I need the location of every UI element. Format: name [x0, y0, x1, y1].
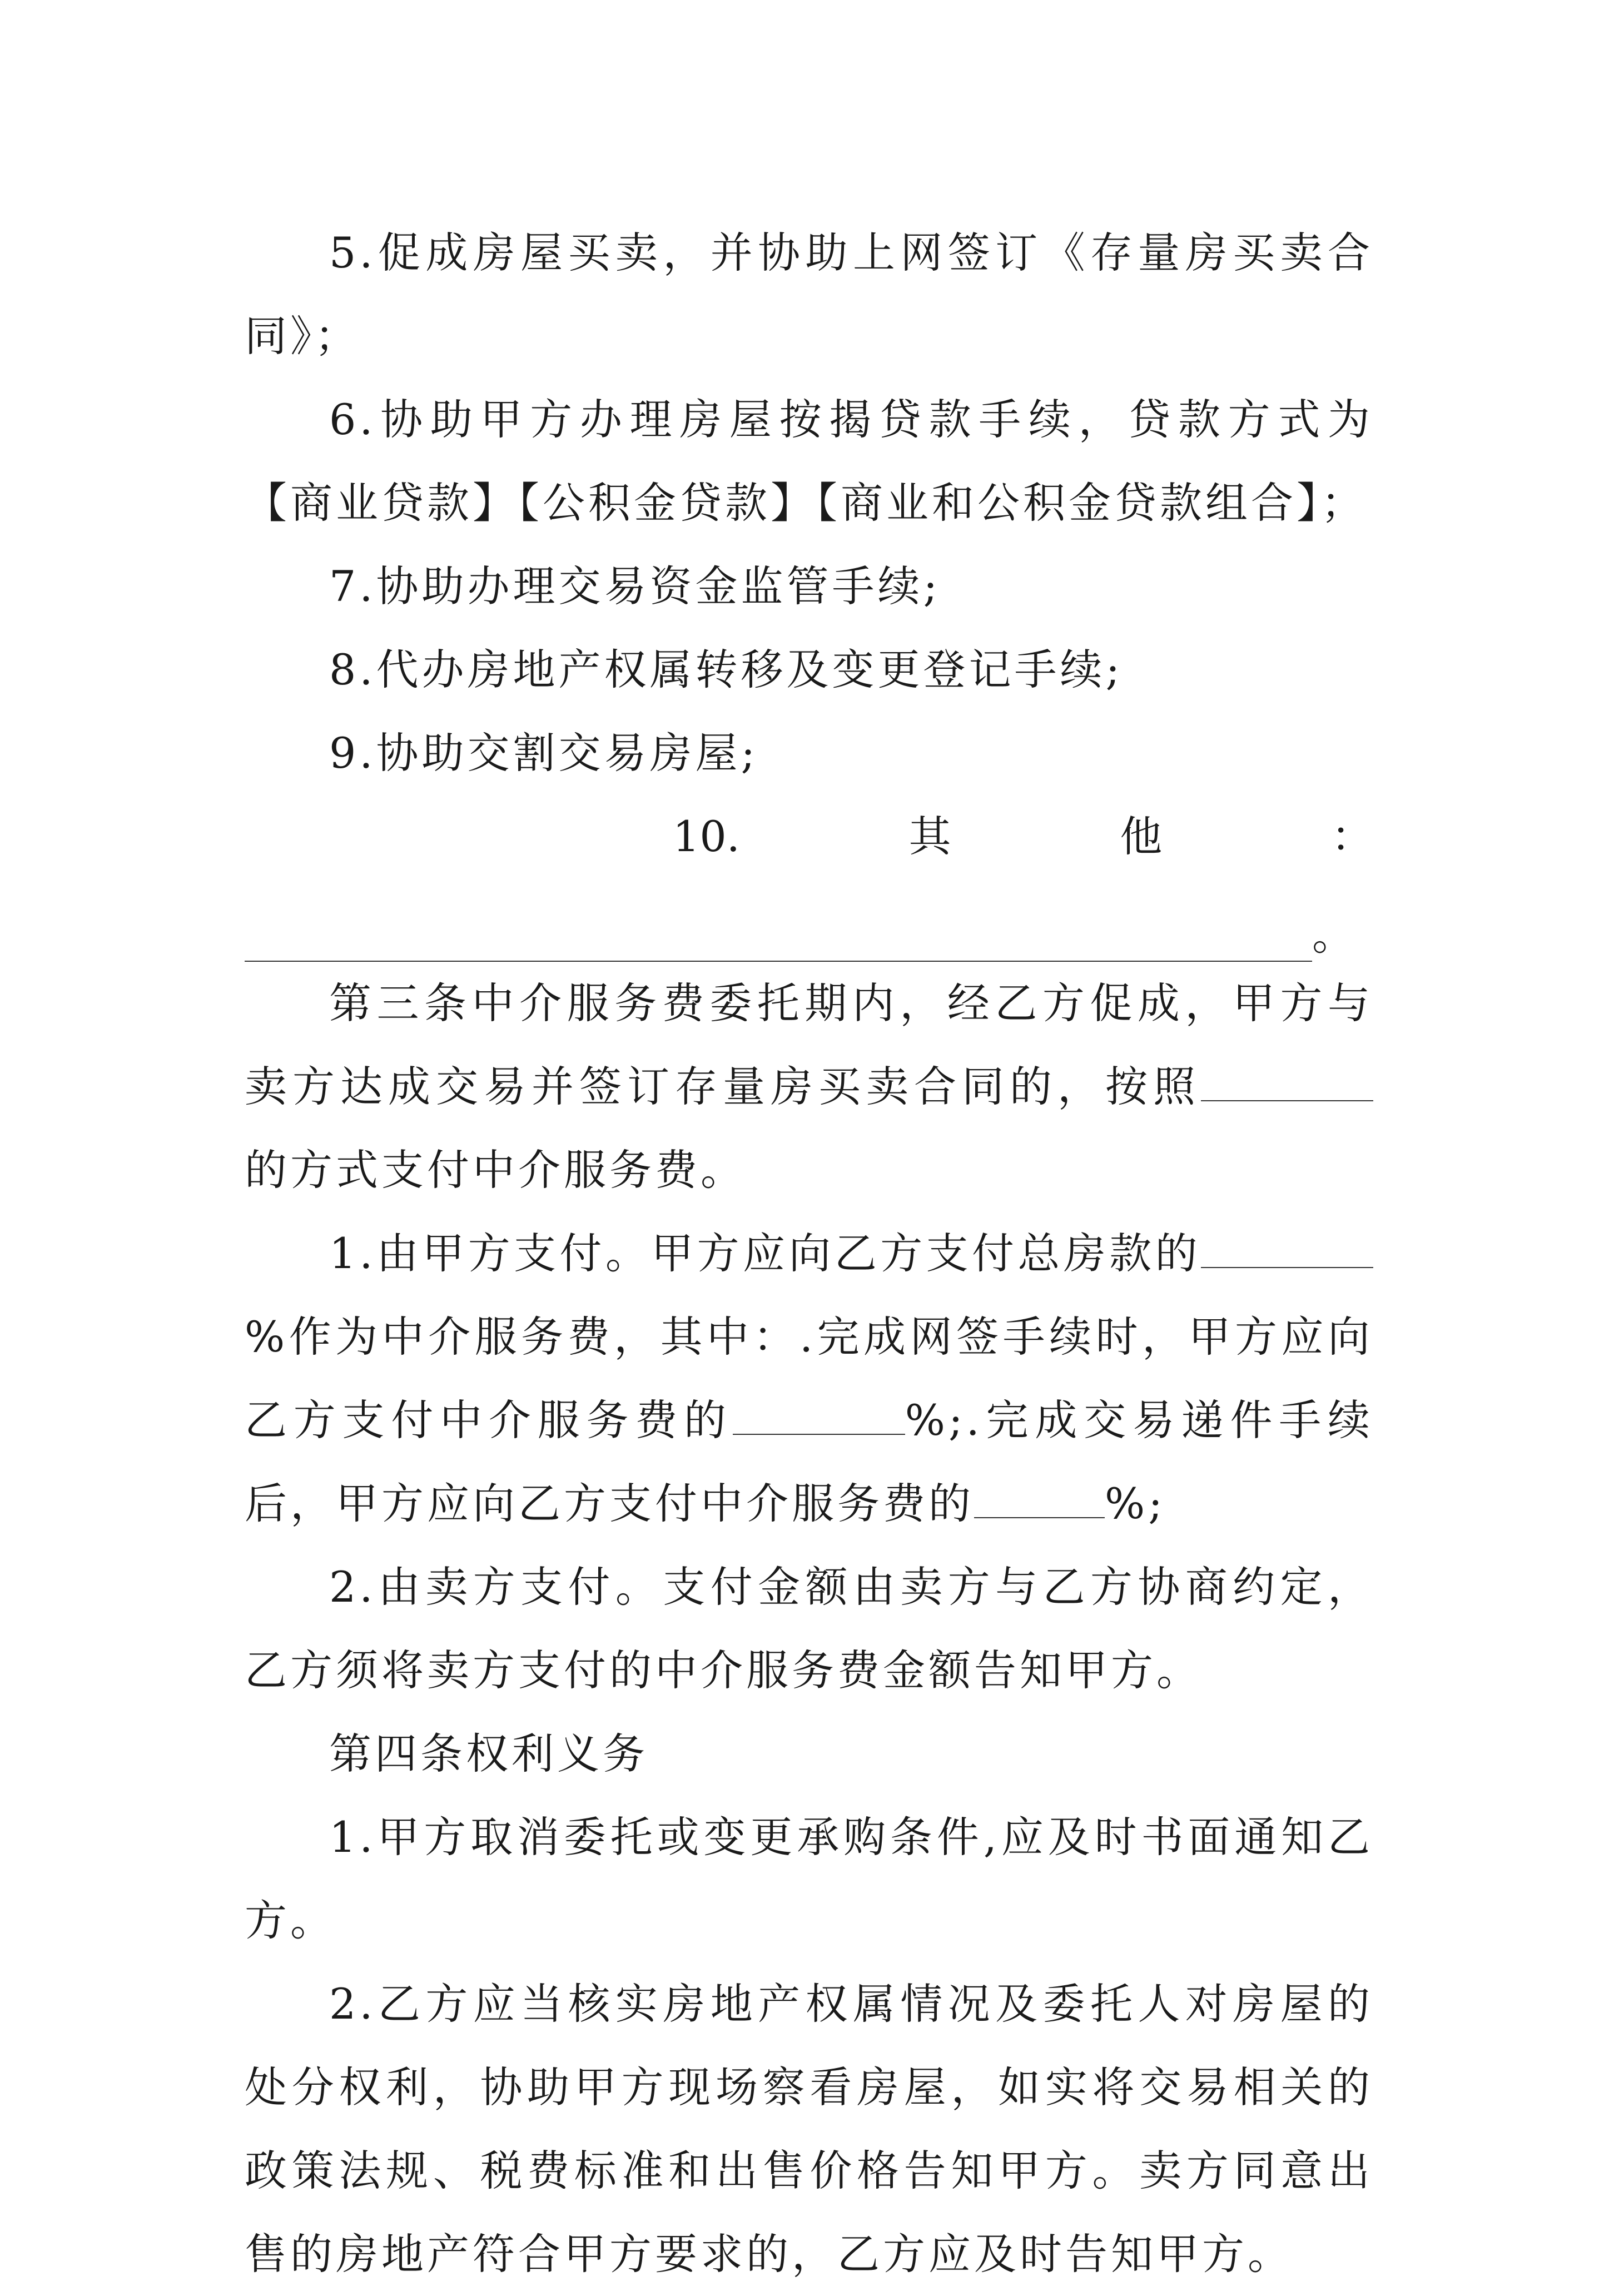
article-3-item-1-text-a: 1.由甲方支付。甲方应向乙方支付总房款的	[329, 1229, 1201, 1278]
article-3-intro-text-b: 的方式支付中介服务费。	[245, 1145, 746, 1195]
item-10-blank-line	[245, 878, 1373, 962]
item-5: 5.促成房屋买卖，并协助上网签订《存量房买卖合同》；	[245, 228, 1373, 361]
article-3-item-1-text-b: %作为中介服务费，其中：.完成网签手续时，甲方应向乙方支付中介服务费的	[245, 1312, 1373, 1445]
item-10-colon: ：	[1330, 812, 1373, 861]
article-4-item-2: 2.乙方应当核实房地产权属情况及委托人对房屋的处分权利，协助甲方现场察看房屋，如实将交易相关的政策法规、税费标准和出售价格告知甲方。卖方同意出售的房地产符合甲方要求的，乙方应及时告知甲方。	[245, 1979, 1373, 2279]
document-page	[245, 211, 1373, 2296]
item-9: 9.协助交割交易房屋;	[329, 728, 759, 778]
fill-in-blank	[974, 1479, 1105, 1518]
item-10-word-2: 他	[1120, 812, 1163, 861]
fill-in-blank	[733, 1396, 905, 1435]
article-4-title: 第四条权利义务	[329, 1729, 648, 1778]
fill-in-blank	[1201, 1229, 1373, 1268]
item-6: 6.协助甲方办理房屋按揭贷款手续，贷款方式为【商业贷款】【公积金贷款】【商业和公积金贷款组合】；	[245, 395, 1373, 528]
article-3-item-1	[245, 1212, 1373, 1545]
item-7: 7.协助办理交易资金监管手续;	[329, 561, 941, 611]
article-3-item-1-text-c: %;.完成交易递件手续后，甲方应向乙方支付中介服务费的	[245, 1395, 1374, 1528]
item-10-end-mark: 。	[1312, 910, 1354, 960]
article-3-intro	[245, 962, 1373, 1212]
fill-in-blank	[245, 913, 1312, 962]
article-3-item-1-text-d: %;	[1105, 1479, 1166, 1528]
article-3-item-2: 2.由卖方支付。支付金额由卖方与乙方协商约定，乙方须将卖方支付的中介服务费金额告知甲方。	[245, 1562, 1373, 1695]
article-4-item-1: 1.甲方取消委托或变更承购条件,应及时书面通知乙方。	[245, 1812, 1373, 1945]
item-8: 8.代办房地产权属转移及变更登记手续;	[329, 645, 1124, 694]
item-10-number: 10.	[673, 812, 740, 861]
item-10-heading	[245, 795, 1373, 878]
article-3-intro-text-a: 第三条中介服务费委托期内，经乙方促成，甲方与卖方达成交易并签订存量房买卖合同的，按照	[245, 978, 1373, 1111]
item-10-word-1: 其	[908, 812, 951, 861]
fill-in-blank	[1201, 1062, 1373, 1101]
